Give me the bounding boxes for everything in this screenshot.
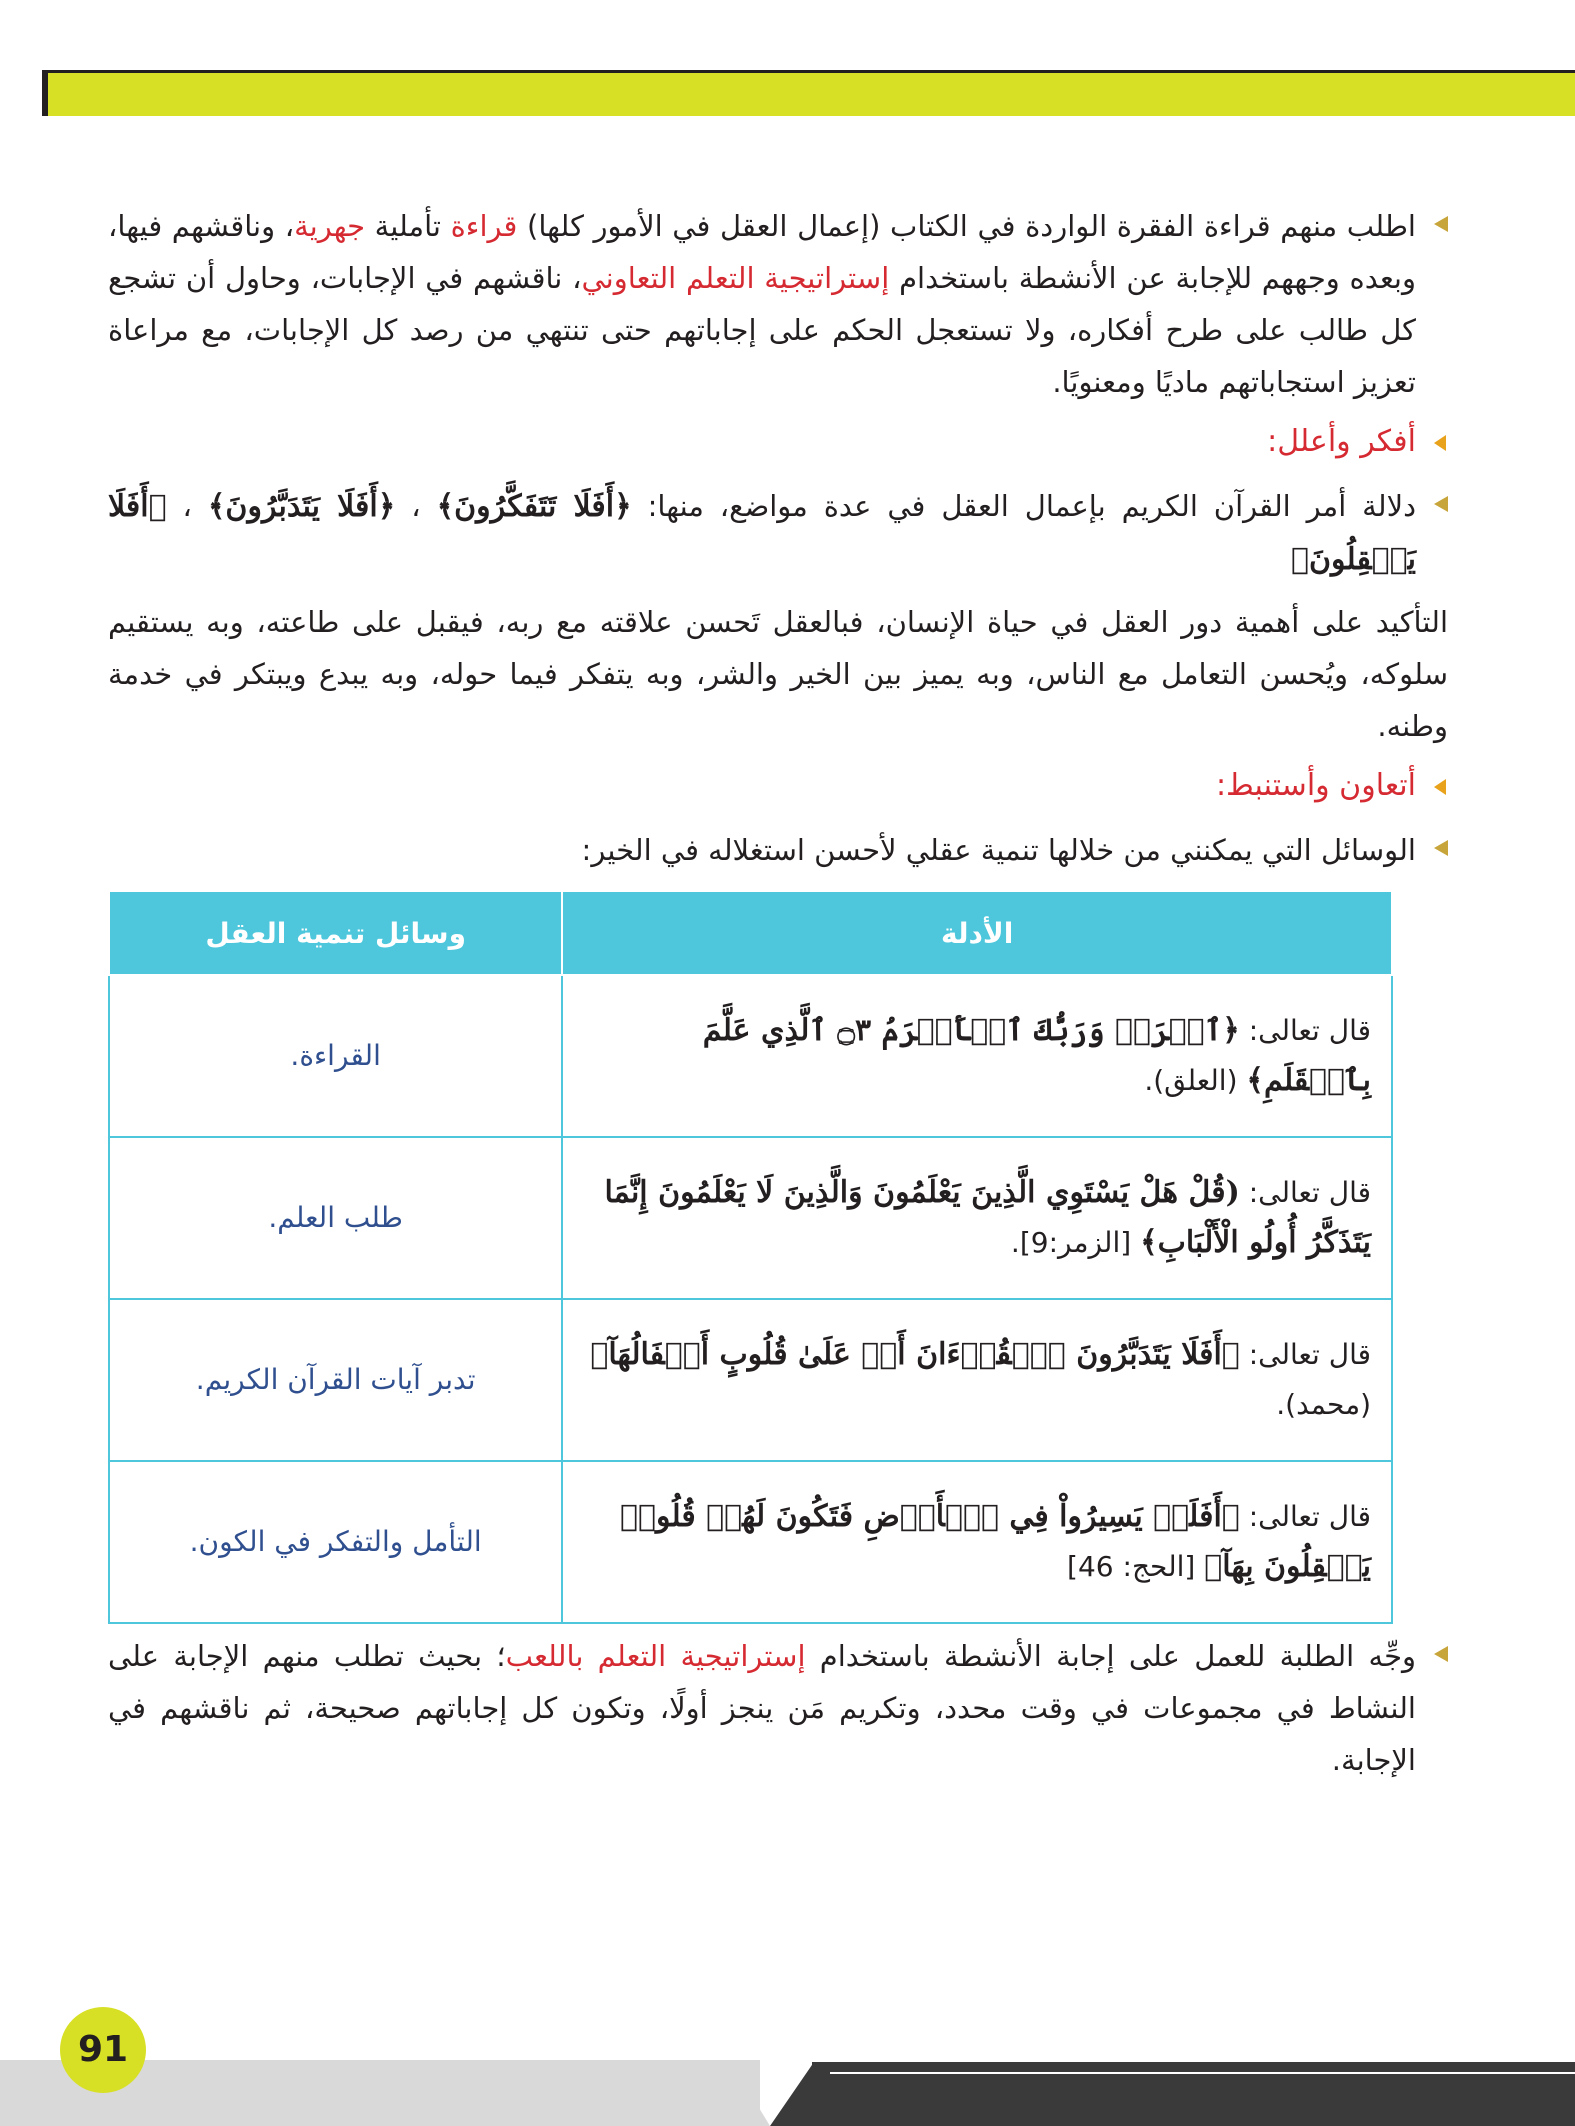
page-number: 91 bbox=[60, 2007, 146, 2093]
footer-dark-slant bbox=[770, 2062, 814, 2126]
evidence-cell: قال تعالى: ﴿ٱقۡرَأۡ وَرَبُّكَ ٱلۡأَكۡرَمُ ۝٣ ٱلَّذِي عَلَّمَ بِٱلۡقَلَمِ﴾ (العلق). bbox=[562, 975, 1392, 1137]
evidence-cell: قال تعالى: ﴿أَفَلَمۡ يَسِيرُواْ فِي ٱلۡأَرۡضِ فَتَكُونَ لَهُمۡ قُلُوبٞ يَعۡقِلُونَ بِهَآ﴾ [الحج: 46] bbox=[562, 1461, 1392, 1623]
table-header-row bbox=[109, 891, 1392, 975]
reflect-answer: التأكيد على أهمية دور العقل في حياة الإنسان، فبالعقل تَحسن علاقته مع ربه، فيقبل على طاعته، وبه يستقيم سلوكه، ويُحسن التعامل مع الناس، وبه يميز بين الخير والشر، وبه يتفكر فيما حوله، وبه يبدع ويبتكر في خدمة وطنه. bbox=[108, 605, 1448, 743]
closing-section bbox=[108, 1630, 1448, 1796]
table-row bbox=[109, 1137, 1392, 1299]
header-method: وسائل تنمية العقل bbox=[109, 891, 562, 975]
method-cell: القراءة. bbox=[109, 975, 562, 1137]
closing-paragraph: وجِّه الطلبة للعمل على إجابة الأنشطة باستخدام إستراتيجية التعلم باللعب؛ بحيث تطلب منهم الإجابة على النشاط في مجموعات في وقت محدد، وتكريم مَن ينجز أولًا، وتكون كل إجاباتهم صحيحة، ثم ناقشهم في الإجابة. bbox=[108, 1630, 1448, 1786]
intro-paragraph: اطلب منهم قراءة الفقرة الواردة في الكتاب (إعمال العقل في الأمور كلها) قراءة تأملية جهرية، وناقشهم فيها، وبعده وجههم للإجابة عن الأنشطة باستخدام إستراتيجية التعلم التعاوني، ناقشهم في الإجابات، وحاول أن تشجع كل طالب على طرح أفكاره، ولا تستعجل الحكم على إجاباتهم حتى تنتهي من رصد كل الإجابات، مع مراعاة تعزيز استجاباتهم ماديًا ومعنويًا. bbox=[108, 200, 1448, 408]
cooperate-question: الوسائل التي يمكنني من خلالها تنمية عقلي لأحسن استغلاله في الخير: bbox=[108, 824, 1448, 876]
method-cell: التأمل والتفكر في الكون. bbox=[109, 1461, 562, 1623]
arrow-icon bbox=[1434, 779, 1446, 795]
evidence-cell: قال تعالى: ﴿أَفَلَا يَتَدَبَّرُونَ ٱلۡقُرۡءَانَ أَمۡ عَلَىٰ قُلُوبٍ أَقۡفَالُهَآ﴾ (محمد). bbox=[562, 1299, 1392, 1461]
method-cell: تدبر آيات القرآن الكريم. bbox=[109, 1299, 562, 1461]
evidence-cell: قال تعالى: (قُلْ هَلْ يَسْتَوِي الَّذِينَ يَعْلَمُونَ وَالَّذِينَ لَا يَعْلَمُونَ إِنَّمَا يَتَذَكَّرُ أُولُو الْأَلْبَابِ﴾ [الزمر:9]. bbox=[562, 1137, 1392, 1299]
section-heading-cooperate: أتعاون وأستنبط: bbox=[108, 762, 1448, 810]
methods-table bbox=[108, 890, 1393, 1624]
top-accent-bar bbox=[42, 70, 1575, 116]
table-row bbox=[109, 1461, 1392, 1623]
method-cell: طلب العلم. bbox=[109, 1137, 562, 1299]
table-row bbox=[109, 975, 1392, 1137]
bullet-icon bbox=[1434, 216, 1448, 232]
reflect-question: دلالة أمر القرآن الكريم بإعمال العقل في عدة مواضع، منها: ﴿أَفَلَا تَتَفَكَّرُونَ﴾ ، ﴿أَفَلَا يَتَدَبَّرُونَ﴾ ، ﴿أَفَلَا يَعۡقِلُونَ﴾ bbox=[108, 480, 1448, 586]
footer-slant bbox=[730, 2060, 770, 2126]
table-row bbox=[109, 1299, 1392, 1461]
arrow-icon bbox=[1434, 435, 1446, 451]
header-evidence: الأدلة bbox=[562, 891, 1392, 975]
bullet-icon bbox=[1434, 1646, 1448, 1662]
footer-line bbox=[830, 2072, 1575, 2074]
bullet-icon bbox=[1434, 496, 1448, 512]
page-content bbox=[108, 200, 1448, 886]
section-heading-reflect: أفكر وأعلل: bbox=[108, 418, 1448, 466]
bullet-icon bbox=[1434, 840, 1448, 856]
